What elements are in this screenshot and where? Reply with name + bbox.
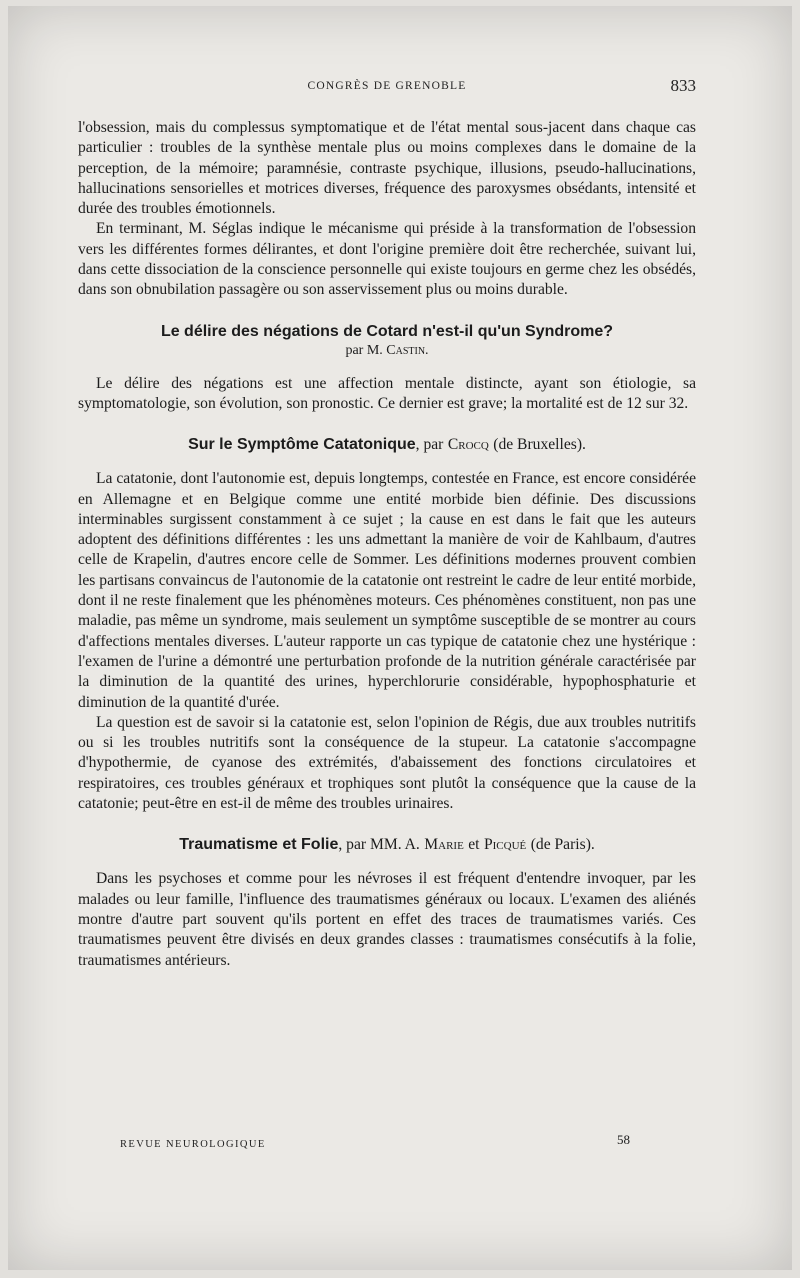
running-title: CONGRÈS DE GRENOBLE — [307, 80, 467, 92]
section2-paragraph-1: La catatonie, dont l'autonomie est, depuis longtemps, contestée en France, est encore considérée en Allemagne et en Belgique comme une entité morbide bien définie. Des discussions interminables surgissent constamment à ce sujet ; la cause en est dans le fait que les auteurs adoptent des définitions différentes : les uns admettant la manière de voir de Kahlbaum, d'autres celle de Krapelin, d'autres encore celle de Sommer. Les définitions modernes prouvent combien les partisans convaincus de l'autonomie de la catatonie ont restreint le cadre de leur entité morbide, dont il ne reste finalement que les phénomènes moteurs. Ces phénomènes constituent, non pas une maladie, pas même un syndrome, mais seulement un symptôme susceptible de se montrer au cours d'affections mentales diverses. L'auteur rapporte un cas typique de catatonie chez une hystérique : l'examen de l'urine a démontré une perturbation profonde de la nutrition générale caractérisée par la diminution de la quantité des urines, hyperchlorurie considérable, hypophosphaturie et diminution de la quantité d'urée. — [78, 470, 696, 711]
section1-byline — [78, 342, 696, 360]
page-footer — [120, 1134, 630, 1152]
section3-byline-prefix: , par MM. A. — [338, 836, 420, 854]
section1-author: Castin. — [386, 342, 429, 358]
section2-title: Sur le Symptôme Catatonique — [188, 436, 416, 454]
journal-name: REVUE NEUROLOGIQUE — [120, 1139, 266, 1150]
section2-heading — [78, 435, 696, 455]
section1-title: Le délire des négations de Cotard n'est-il qu'un Syndrome? — [160, 322, 614, 340]
section3-heading — [78, 835, 696, 855]
intro-paragraph-1: l'obsession, mais du complessus symptomatique et de l'état mental sous-jacent dans chaque cas particulier : troubles de la synthèse mentale plus ou moins complexes dans le domaine de la perception, de la mémoire; paramnésie, contraste psychique, illusions, pseudo-hallucinations, hallucinations sensorielles et motrices diverses, fréquence des paroxysmes obsédants, intensité et durée des troubles émotionnels. — [78, 119, 696, 218]
signature-mark: 58 — [617, 1132, 630, 1147]
section3-byline-and: et — [468, 836, 480, 854]
section2-paragraph-2: La question est de savoir si la catatonie est, selon l'opinion de Régis, due aux troubles nutritifs ou si les troubles nutritifs sont la conséquence de la stupeur. La catatonie s'accompagne d'hypothermie, de cyanose des extrémités, d'abaissement des fonctions circulatoires et respiratoires, ces troubles généraux et trophiques sont plutôt la conséquence que la cause de la catatonie; peut-être en est-il de même des troubles urinaires. — [78, 713, 696, 813]
section2-byline-suffix: (de Bruxelles). — [493, 436, 586, 454]
page-body — [78, 118, 696, 971]
section3-byline-suffix: (de Paris). — [530, 836, 595, 854]
page-number: 833 — [670, 76, 696, 95]
section2-byline-prefix: , par — [415, 436, 444, 454]
section3-paragraph-1: Dans les psychoses et comme pour les névroses il est fréquent d'entendre invoquer, par les malades ou leur famille, l'influence des traumatismes généraux ou locaux. L'examen des aliénés montre d'autre part souvent qu'ils portent en effet des traces de traumatismes variés. Ces traumatismes peuvent être divisés en deux grandes classes : traumatismes consécutifs à la folie, traumatismes antérieurs. — [78, 870, 696, 969]
section1-heading — [78, 322, 696, 342]
section2-author: Crocq — [447, 436, 489, 454]
section1-byline-prefix: par M. — [345, 342, 383, 358]
section3-title: Traumatisme et Folie — [179, 836, 339, 854]
section3-author-2: Picqué — [483, 836, 527, 854]
running-head — [78, 76, 696, 95]
section3-author-1: Marie — [424, 836, 464, 854]
intro-paragraph-2: En terminant, M. Séglas indique le mécanisme qui préside à la transformation de l'obsession vers les différentes formes délirantes, et dont l'origine première doit être recherchée, suivant lui, dans cette dissociation de la conscience personnelle qui existe toujours en germe chez les obsédés, dans son obnubilation passagère ou son asservissement plus ou moins durable. — [78, 220, 696, 299]
section1-paragraph-1: Le délire des négations est une affection mentale distincte, ayant son étiologie, sa symptomatologie, son évolution, son pronostic. Ce dernier est grave; la mortalité est de 12 sur 32. — [78, 374, 696, 412]
